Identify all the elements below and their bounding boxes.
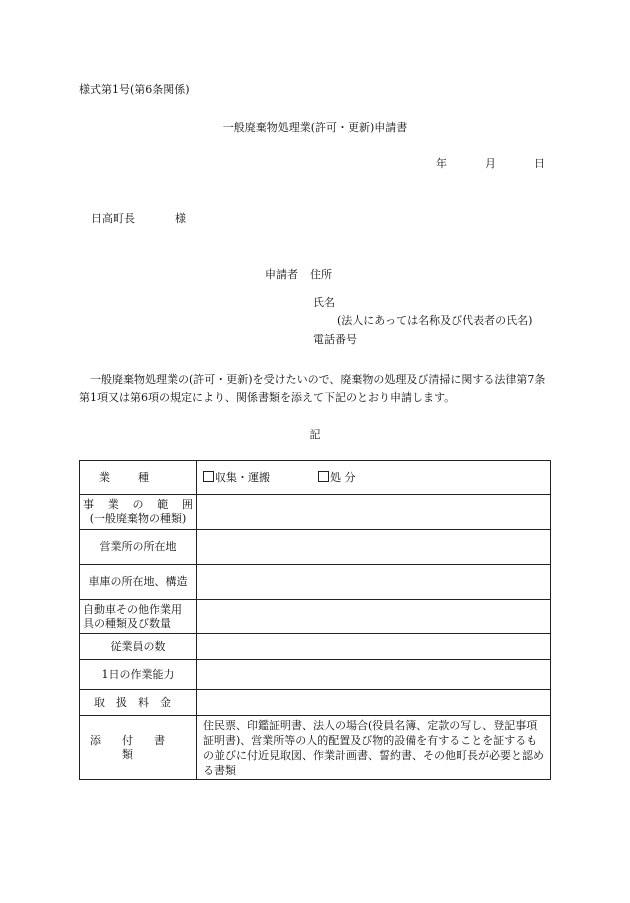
document-title: 一般廃棄物処理業(許可・更新)申請書	[222, 121, 408, 134]
name-note: (法人にあっては名称及び代表者の氏名)	[337, 314, 533, 327]
employees-label: 従業員の数	[80, 634, 197, 660]
name-label: 氏名	[313, 296, 335, 309]
daily-capacity-label: 1日の作業能力	[80, 660, 197, 690]
scope-label: 事業の範囲 (一般廃棄物の種類)	[80, 495, 197, 530]
application-statement: 一般廃棄物処理業の(許可・更新)を受けたいので、廃棄物の処理及び清掃に関する法律第7条第1項又は第6項の規定により、関係書類を添えて下記のとおり申請します。	[79, 373, 546, 404]
vehicles-value[interactable]	[197, 600, 551, 634]
checkbox-icon[interactable]	[203, 471, 214, 482]
scope-value[interactable]	[197, 495, 551, 530]
office-location-value[interactable]	[197, 530, 551, 565]
date-month: 月	[485, 157, 496, 170]
applicant-label: 申請者	[265, 268, 298, 281]
attachments-label: 添付書類	[80, 716, 197, 780]
table-row-attachments	[80, 716, 551, 780]
date-day: 日	[534, 157, 545, 170]
vehicles-label: 自動車その他作業用 具の種類及び数量	[80, 600, 197, 634]
address-label: 住所	[310, 268, 332, 281]
employees-value[interactable]	[197, 634, 551, 660]
application-table	[79, 460, 551, 780]
phone-label: 電話番号	[313, 333, 357, 346]
checkbox-icon[interactable]	[318, 471, 329, 482]
business-type-label: 業種	[80, 461, 197, 495]
addressee	[91, 212, 186, 225]
date-line	[436, 157, 545, 170]
daily-capacity-value[interactable]	[197, 660, 551, 690]
table-row-garage	[80, 565, 551, 600]
garage-value[interactable]	[197, 565, 551, 600]
attachments-value: 住民票、印鑑証明書、法人の場合(役員名簿、定款の写し、登記事項証明書)、営業所等の人的配置及び物的設備を有することを証するもの並びに付近見取図、作業計画書、誓約書、その他町長が必要と認める書類	[197, 716, 551, 780]
ki-heading: 記	[309, 428, 321, 441]
date-year: 年	[436, 157, 447, 170]
option-collection[interactable]: 収集・運搬	[203, 471, 270, 484]
addressee-honorific: 様	[175, 212, 186, 225]
fee-value[interactable]	[197, 690, 551, 716]
table-row-office	[80, 530, 551, 565]
table-row-fee	[80, 690, 551, 716]
table-row-business-type	[80, 461, 551, 495]
table-row-scope	[80, 495, 551, 530]
option-disposal[interactable]: 処 分	[318, 471, 356, 484]
form-number: 様式第1号(第6条関係)	[79, 83, 190, 96]
fee-label: 取扱料金	[80, 690, 197, 716]
addressee-name: 日高町長	[91, 212, 135, 225]
table-row-employees	[80, 634, 551, 660]
table-row-capacity	[80, 660, 551, 690]
office-location-label: 営業所の所在地	[80, 530, 197, 565]
table-row-vehicles	[80, 600, 551, 634]
business-type-options	[197, 461, 551, 495]
garage-label: 車庫の所在地、構造	[80, 565, 197, 600]
applicant-address-line	[265, 268, 332, 281]
